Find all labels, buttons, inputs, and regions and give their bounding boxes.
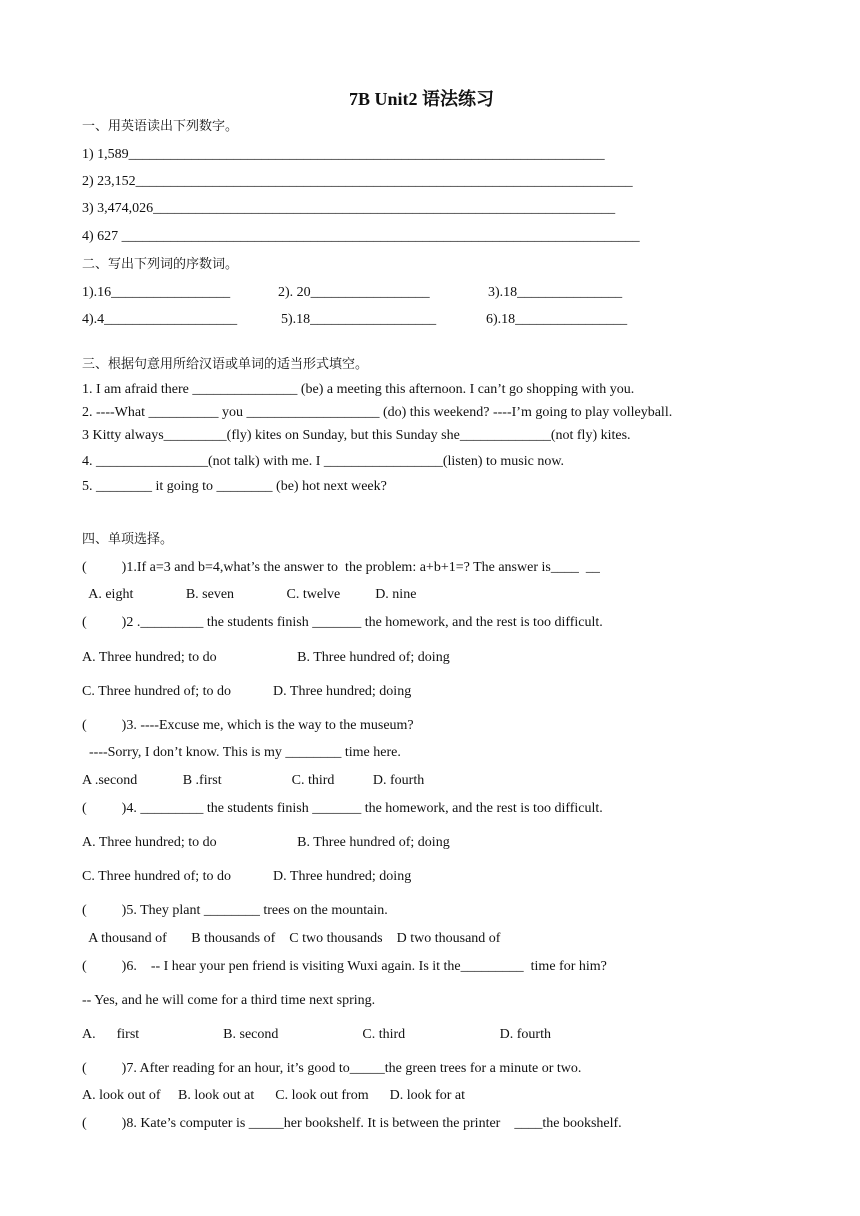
s4-q7-options: A. look out of B. look out at C. look out from D. look for at <box>82 1088 466 1103</box>
s4-q2-options-ab: A. Three hundred; to do B. Three hundred of; doing <box>82 650 450 665</box>
s2-item-3: 3).18_______________ <box>488 285 623 300</box>
s4-q3-options: A .second B .first C. third D. fourth <box>82 773 425 788</box>
page-title: 7B Unit2 语法练习 <box>349 89 495 109</box>
s4-q4-options-ab: A. Three hundred; to do B. Three hundred of; doing <box>82 835 450 850</box>
s3-item-4: 4. ________________(not talk) with me. I _________________(listen) to music now. <box>82 454 565 469</box>
s4-q6-options: A. first B. second C. third D. fourth <box>82 1027 551 1042</box>
s4-q2-options-cd: C. Three hundred of; to do D. Three hundred; doing <box>82 684 412 699</box>
s2-item-1: 1).16_________________ <box>82 285 231 300</box>
s4-q6-reply: -- Yes, and he will come for a third time next spring. <box>82 993 376 1008</box>
s2-item-6: 6).18________________ <box>486 312 628 327</box>
s2-item-4: 4).4___________________ <box>82 312 238 327</box>
s3-item-3: 3 Kitty always_________(fly) kites on Sunday, but this Sunday she_____________(not fly) kites. <box>82 428 631 443</box>
s1-item-4: 4) 627 __________________________________________________________________________ <box>82 229 640 244</box>
s3-item-1: 1. I am afraid there _______________ (be) a meeting this afternoon. I can’t go shopping with you. <box>82 382 635 397</box>
s3-item-2: 2. ----What __________ you ___________________ (do) this weekend? ----I’m going to play volleyball. <box>82 405 673 420</box>
section-3-heading: 三、根据句意用所给汉语或单词的适当形式填空。 <box>82 357 369 372</box>
s4-q3: ( )3. ----Excuse me, which is the way to the museum? <box>82 718 414 733</box>
s2-item-2: 2). 20_________________ <box>278 285 430 300</box>
s4-q6: ( )6. -- I hear your pen friend is visiting Wuxi again. Is it the_________ time for him? <box>82 959 607 974</box>
s1-item-3: 3) 3,474,026__________________________________________________________________ <box>82 201 616 216</box>
section-1-heading: 一、用英语读出下列数字。 <box>82 119 239 134</box>
s4-q1: ( )1.If a=3 and b=4,what’s the answer to the problem: a+b+1=? The answer is____ __ <box>82 560 600 575</box>
s4-q1-options: A. eight B. seven C. twelve D. nine <box>82 587 417 602</box>
s2-item-5: 5).18__________________ <box>281 312 437 327</box>
s4-q4: ( )4. _________ the students finish _______ the homework, and the rest is too difficult. <box>82 801 603 816</box>
s4-q8: ( )8. Kate’s computer is _____her bookshelf. It is between the printer ____the bookshelf. <box>82 1116 622 1131</box>
s4-q7: ( )7. After reading for an hour, it’s good to_____the green trees for a minute or two. <box>82 1061 582 1076</box>
s3-item-5: 5. ________ it going to ________ (be) hot next week? <box>82 479 387 494</box>
section-2-heading: 二、写出下列词的序数词。 <box>82 257 239 272</box>
s1-item-2: 2) 23,152_______________________________________________________________________ <box>82 174 633 189</box>
s4-q4-options-cd: C. Three hundred of; to do D. Three hundred; doing <box>82 869 412 884</box>
s4-q2: ( )2 ._________ the students finish _______ the homework, and the rest is too difficult. <box>82 615 603 630</box>
s4-q3-reply: ----Sorry, I don’t know. This is my ________ time here. <box>82 745 401 760</box>
s1-item-1: 1) 1,589____________________________________________________________________ <box>82 147 605 162</box>
s4-q5: ( )5. They plant ________ trees on the mountain. <box>82 903 388 918</box>
s4-q5-options: A thousand of B thousands of C two thousands D two thousand of <box>82 931 501 946</box>
section-4-heading: 四、单项选择。 <box>82 532 174 547</box>
